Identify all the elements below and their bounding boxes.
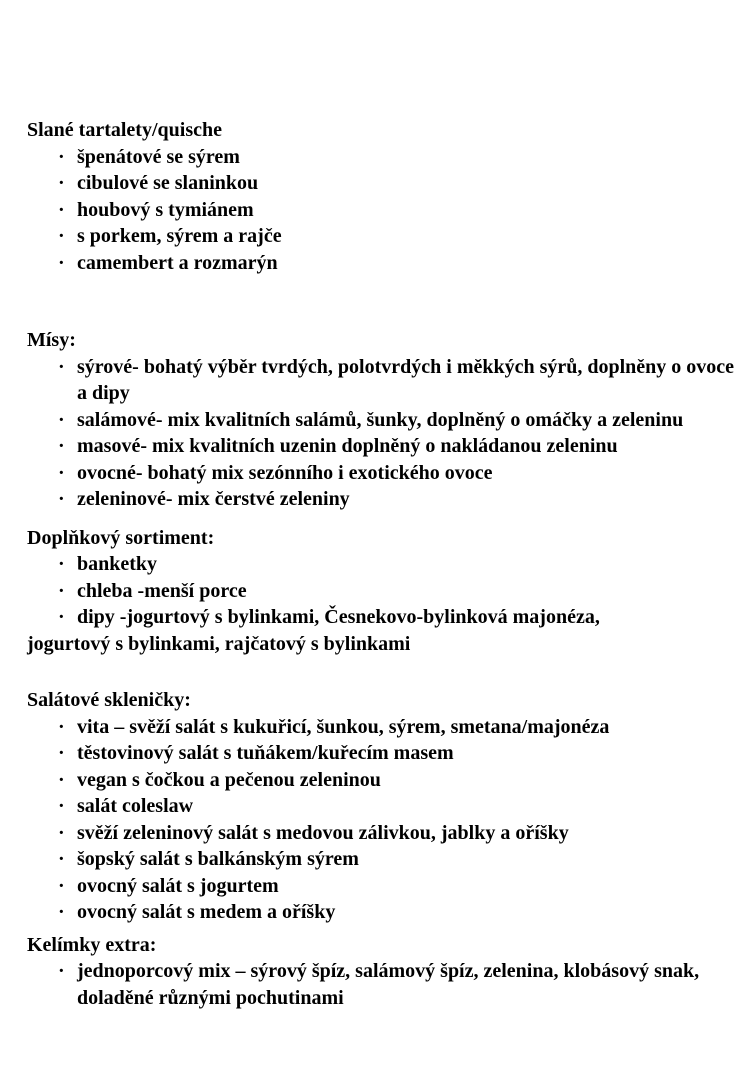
list-item xyxy=(27,604,748,631)
bullet-icon: · xyxy=(58,874,65,897)
list-item-text: dipy -jogurtový s bylinkami, Česnekovo-bylinková majonéza, xyxy=(77,606,600,628)
list-item-text: vita – svěží salát s kukuřicí, šunkou, sýrem, smetana/majonéza xyxy=(77,715,610,738)
list-item xyxy=(27,170,748,197)
list-item-text: ovocný salát s medem a oříšky xyxy=(77,901,336,923)
list-item xyxy=(27,223,748,250)
list-item xyxy=(27,873,748,900)
bullet-icon: · xyxy=(58,821,65,844)
bullet-icon: · xyxy=(58,461,65,484)
wrapped-continuation-line: jogurtový s bylinkami, rajčatový s bylinkami xyxy=(27,632,411,655)
list-item-text: cibulové se slaninkou xyxy=(77,172,259,194)
list-item-text: špenátové se sýrem xyxy=(77,145,240,168)
bullet-icon: · xyxy=(58,355,65,378)
list-item-text: šopský salát s balkánským sýrem xyxy=(77,848,359,870)
bullet-icon: · xyxy=(58,172,65,194)
list-item-text: těstovinový salát s tuňákem/kuřecím masem xyxy=(77,742,454,764)
list-item xyxy=(27,820,748,847)
list-item xyxy=(27,407,748,434)
bullet-icon: · xyxy=(58,795,65,817)
bullet-list xyxy=(27,551,748,631)
bullet-icon: · xyxy=(58,715,65,738)
bullet-icon: · xyxy=(58,848,65,870)
section-title: Salátové skleničky: xyxy=(27,689,191,711)
list-item-text: banketky xyxy=(77,553,158,575)
section-slane-tartalety xyxy=(27,117,748,276)
list-item-text: s porkem, sýrem a rajče xyxy=(77,225,282,247)
list-item xyxy=(27,846,748,873)
section-salatove-sklenicky xyxy=(27,687,748,926)
bullet-icon: · xyxy=(58,742,65,764)
bullet-icon: · xyxy=(58,901,65,923)
section-kelimky-extra xyxy=(27,932,748,1012)
list-item-text: salát coleslaw xyxy=(77,795,194,817)
bullet-icon: · xyxy=(58,435,65,457)
list-item xyxy=(27,740,748,767)
bullet-icon: · xyxy=(58,251,65,274)
bullet-list xyxy=(27,958,748,1011)
list-item-text: jednoporcový mix – sýrový špíz, salámový špíz, zelenina, klobásový snak, doladěné různými pochutinami xyxy=(77,960,700,1009)
list-item xyxy=(27,578,748,605)
bullet-icon: · xyxy=(58,960,65,982)
bullet-icon: · xyxy=(58,553,65,575)
list-item-text: zeleninové- mix čerstvé zeleniny xyxy=(77,488,350,510)
list-item xyxy=(27,767,748,794)
bullet-icon: · xyxy=(58,408,65,431)
bullet-list xyxy=(27,714,748,926)
section-doplnkovy-sortiment xyxy=(27,525,748,658)
list-item-text: sýrové- bohatý výběr tvrdých, polotvrdých i měkkých sýrů, doplněny o ovoce a dipy xyxy=(77,355,735,404)
list-item-text: ovocné- bohatý mix sezónního i exotického ovoce xyxy=(77,461,493,484)
list-item xyxy=(27,250,748,277)
list-item xyxy=(27,958,750,1011)
bullet-icon: · xyxy=(58,579,65,602)
list-item-text: svěží zeleninový salát s medovou zálivkou, jablky a oříšky xyxy=(77,821,569,844)
bullet-icon: · xyxy=(58,145,65,168)
bullet-icon: · xyxy=(58,488,65,510)
list-item-text: chleba -menší porce xyxy=(77,579,247,602)
bullet-icon: · xyxy=(58,606,65,628)
list-item xyxy=(27,899,748,926)
list-item xyxy=(27,197,748,224)
bullet-icon: · xyxy=(58,198,65,221)
list-item xyxy=(27,714,748,741)
list-item xyxy=(27,793,748,820)
bullet-icon: · xyxy=(58,768,65,791)
list-item-text: vegan s čočkou a pečenou zeleninou xyxy=(77,768,381,791)
list-item-text: masové- mix kvalitních uzenin doplněný o nakládanou zeleninu xyxy=(77,435,618,457)
bullet-icon: · xyxy=(58,225,65,247)
section-misy xyxy=(27,327,748,513)
list-item xyxy=(27,486,748,513)
section-title: Doplňkový sortiment: xyxy=(27,526,215,549)
list-item xyxy=(27,460,748,487)
list-item xyxy=(27,433,748,460)
list-item xyxy=(27,354,748,407)
list-item xyxy=(27,551,748,578)
list-item xyxy=(27,144,748,171)
bullet-list xyxy=(27,354,748,513)
bullet-list xyxy=(27,144,748,277)
list-item-text: ovocný salát s jogurtem xyxy=(77,874,279,897)
list-item-text: salámové- mix kvalitních salámů, šunky, doplněný o omáčky a zeleninu xyxy=(77,408,684,431)
section-title: Kelímky extra: xyxy=(27,933,157,956)
list-item-text: houbový s tymiánem xyxy=(77,198,254,221)
list-item-text: camembert a rozmarýn xyxy=(77,251,278,274)
section-title: Mísy: xyxy=(27,329,76,351)
section-title: Slané tartalety/quische xyxy=(27,119,222,141)
